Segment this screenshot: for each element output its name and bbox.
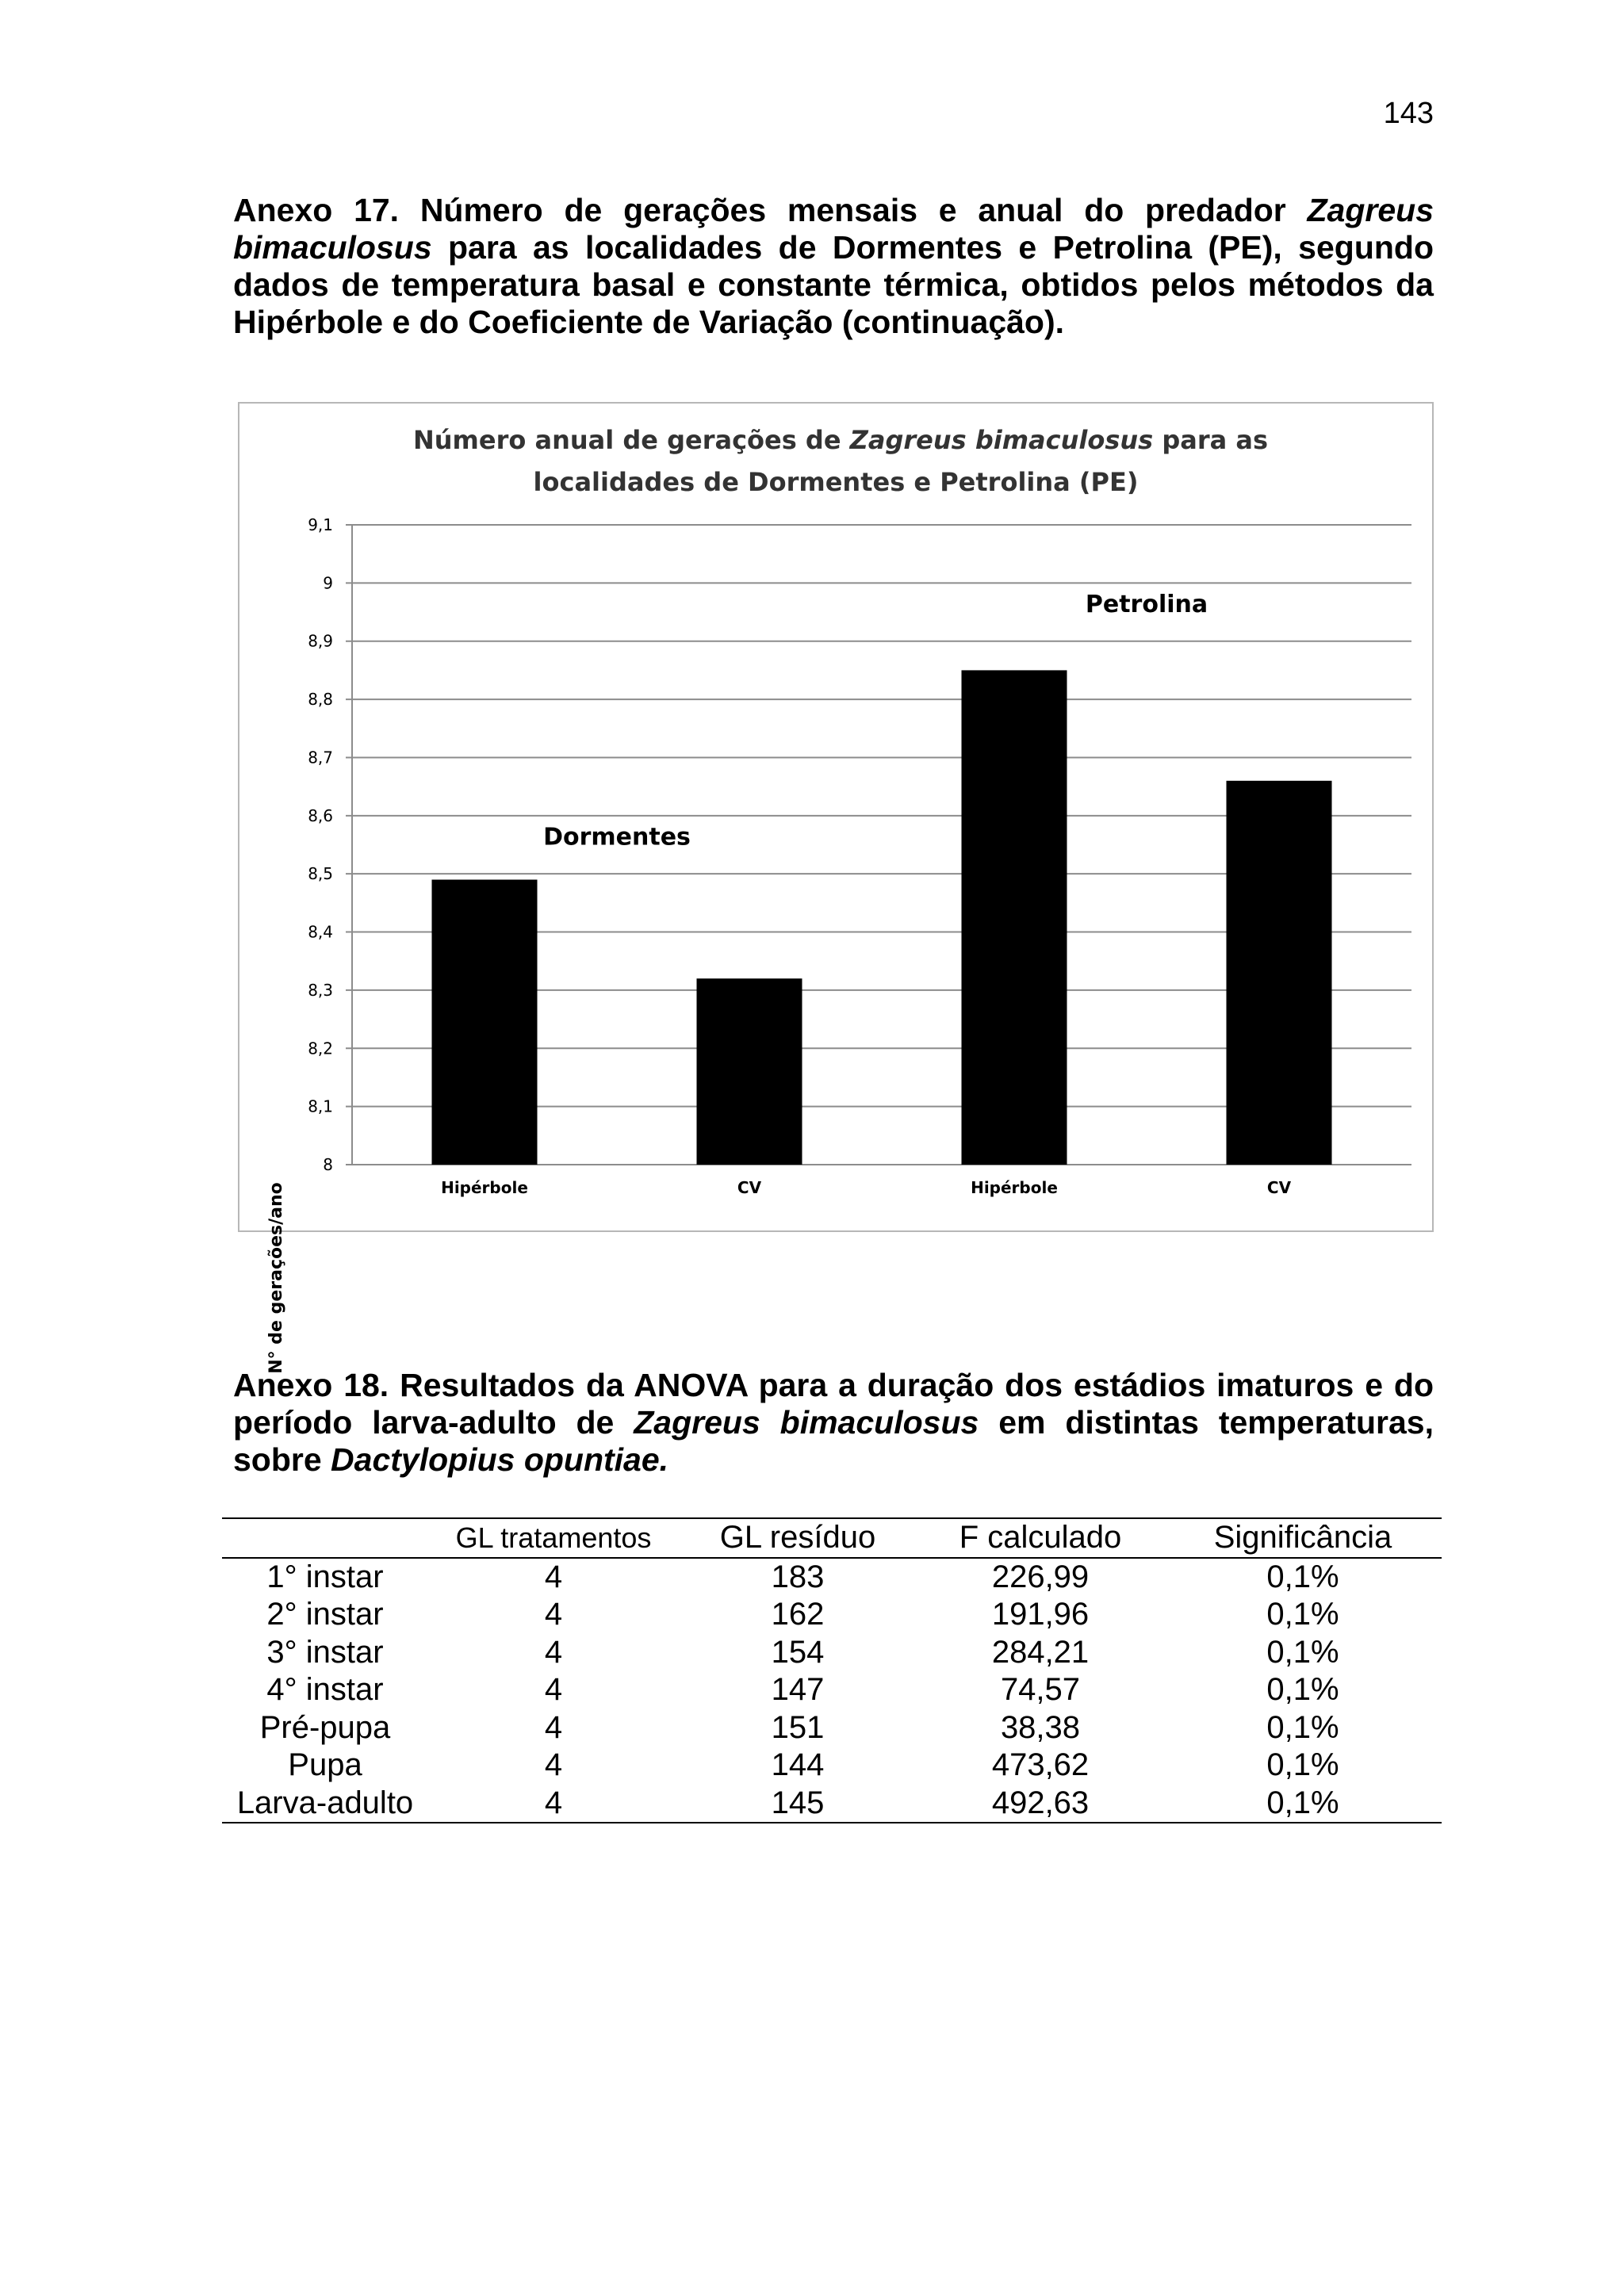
table-cell: 4 xyxy=(544,1634,563,1670)
table-cell: 473,62 xyxy=(991,1747,1090,1782)
anova-header-gl-residuo: GL resíduo xyxy=(719,1520,876,1555)
annex-18-caption xyxy=(233,1367,1434,1479)
annex-17-species: Zagreus bimaculosus xyxy=(233,192,1434,266)
table-row xyxy=(222,1709,1442,1747)
table-cell: 162 xyxy=(771,1597,825,1632)
anova-header-gl-tratamentos: GL tratamentos xyxy=(455,1521,652,1554)
bar xyxy=(697,978,802,1165)
table-row xyxy=(222,1785,1442,1823)
anova-header-f-calculado: F calculado xyxy=(959,1520,1122,1555)
chart-title-suffix: para as xyxy=(1153,425,1269,455)
y-tick-label: 8,6 xyxy=(308,806,333,825)
chart-title-line-1 xyxy=(413,425,1268,455)
table-cell: Larva-adulto xyxy=(236,1785,414,1820)
table-cell: 0,1% xyxy=(1266,1747,1339,1782)
table-cell: 2° instar xyxy=(266,1597,384,1632)
y-axis-label: N° de gerações/ano xyxy=(266,1182,286,1374)
generations-chart xyxy=(238,402,1434,1374)
table-row xyxy=(222,1596,1442,1634)
y-tick-label: 8,1 xyxy=(308,1096,333,1116)
x-tick-label: CV xyxy=(737,1178,762,1197)
y-tick-label: 8 xyxy=(323,1155,333,1174)
y-tick-label: 8,7 xyxy=(308,748,333,767)
table-cell: 4 xyxy=(544,1747,563,1782)
table-cell: 147 xyxy=(771,1672,825,1707)
table-cell: 0,1% xyxy=(1266,1559,1339,1594)
table-cell: 4° instar xyxy=(266,1672,384,1707)
bar xyxy=(432,880,538,1165)
annex-17-caption xyxy=(233,192,1434,341)
x-tick-label: Hipérbole xyxy=(971,1178,1058,1197)
annex-18-caption-middle: em distintas temperaturas, sobre xyxy=(233,1404,1434,1478)
y-tick-label: 8,5 xyxy=(308,864,333,884)
table-cell: 0,1% xyxy=(1266,1785,1339,1820)
table-cell: 0,1% xyxy=(1266,1634,1339,1670)
table-cell: 191,96 xyxy=(991,1597,1090,1632)
y-tick-label: 8,9 xyxy=(308,631,333,651)
table-cell: 284,21 xyxy=(991,1634,1090,1670)
annex-17-caption-start: Anexo 17. Número de gerações mensais e anual do predador xyxy=(233,192,1308,228)
table-cell: 492,63 xyxy=(991,1785,1090,1820)
anova-table xyxy=(222,1517,1442,1823)
table-cell: 4 xyxy=(544,1785,563,1820)
y-tick-label: 8,2 xyxy=(308,1039,333,1058)
table-cell: 4 xyxy=(544,1672,563,1707)
annex-18-caption-start: Anexo 18. Resultados da ANOVA para a duração dos estádios imaturos e do período larva-adulto de xyxy=(233,1367,1434,1441)
table-row xyxy=(222,1558,1442,1597)
y-tick-label: 8,4 xyxy=(308,922,333,942)
anova-header-blank xyxy=(222,1518,428,1558)
page-number: 143 xyxy=(1383,97,1434,130)
table-cell: 183 xyxy=(771,1559,825,1594)
y-tick-label: 9,1 xyxy=(308,515,333,534)
chart-title-species: Zagreus bimaculosus xyxy=(849,425,1154,455)
group-label: Petrolina xyxy=(1085,591,1208,619)
table-cell: 151 xyxy=(771,1709,825,1745)
group-label: Dormentes xyxy=(543,823,691,851)
table-cell: 4 xyxy=(544,1709,563,1745)
table-row xyxy=(222,1634,1442,1672)
table-cell: 1° instar xyxy=(266,1559,384,1594)
annex-18-host: Dactylopius opuntiae. xyxy=(331,1441,669,1478)
table-cell: 226,99 xyxy=(991,1559,1090,1594)
x-tick-label: Hipérbole xyxy=(441,1178,528,1197)
generations-chart-svg xyxy=(239,404,1432,1374)
table-cell: 0,1% xyxy=(1266,1672,1339,1707)
table-cell: 145 xyxy=(771,1785,825,1820)
table-cell: 4 xyxy=(544,1559,563,1594)
annex-18-species: Zagreus bimaculosus xyxy=(634,1404,979,1441)
table-cell: 0,1% xyxy=(1266,1597,1339,1632)
bar xyxy=(962,670,1067,1165)
y-tick-label: 8,3 xyxy=(308,980,333,1000)
table-cell: Pré-pupa xyxy=(259,1709,391,1745)
table-row xyxy=(222,1671,1442,1709)
x-tick-label: CV xyxy=(1266,1178,1292,1197)
table-row xyxy=(222,1747,1442,1785)
table-cell: 144 xyxy=(771,1747,825,1782)
table-cell: 38,38 xyxy=(1000,1709,1081,1745)
table-cell: 154 xyxy=(771,1634,825,1670)
y-tick-label: 9 xyxy=(323,573,333,593)
bar xyxy=(1227,781,1332,1165)
table-cell: 3° instar xyxy=(266,1634,384,1670)
chart-title-prefix: Número anual de gerações de xyxy=(412,425,850,455)
chart-title-line-2: localidades de Dormentes e Petrolina (PE) xyxy=(533,467,1139,497)
table-cell: 74,57 xyxy=(1000,1672,1081,1707)
table-cell: 4 xyxy=(544,1597,563,1632)
annex-17-caption-end: para as localidades de Dormentes e Petrolina (PE), segundo dados de temperatura basal e constante térmica, obtidos pelos métodos da Hipérbole e do Coeficiente de Variação (continuação). xyxy=(233,229,1434,340)
anova-header-row xyxy=(222,1518,1442,1558)
y-tick-label: 8,8 xyxy=(308,690,333,710)
anova-header-significancia: Significância xyxy=(1213,1520,1392,1555)
table-cell: Pupa xyxy=(288,1747,362,1782)
table-cell: 0,1% xyxy=(1266,1709,1339,1745)
